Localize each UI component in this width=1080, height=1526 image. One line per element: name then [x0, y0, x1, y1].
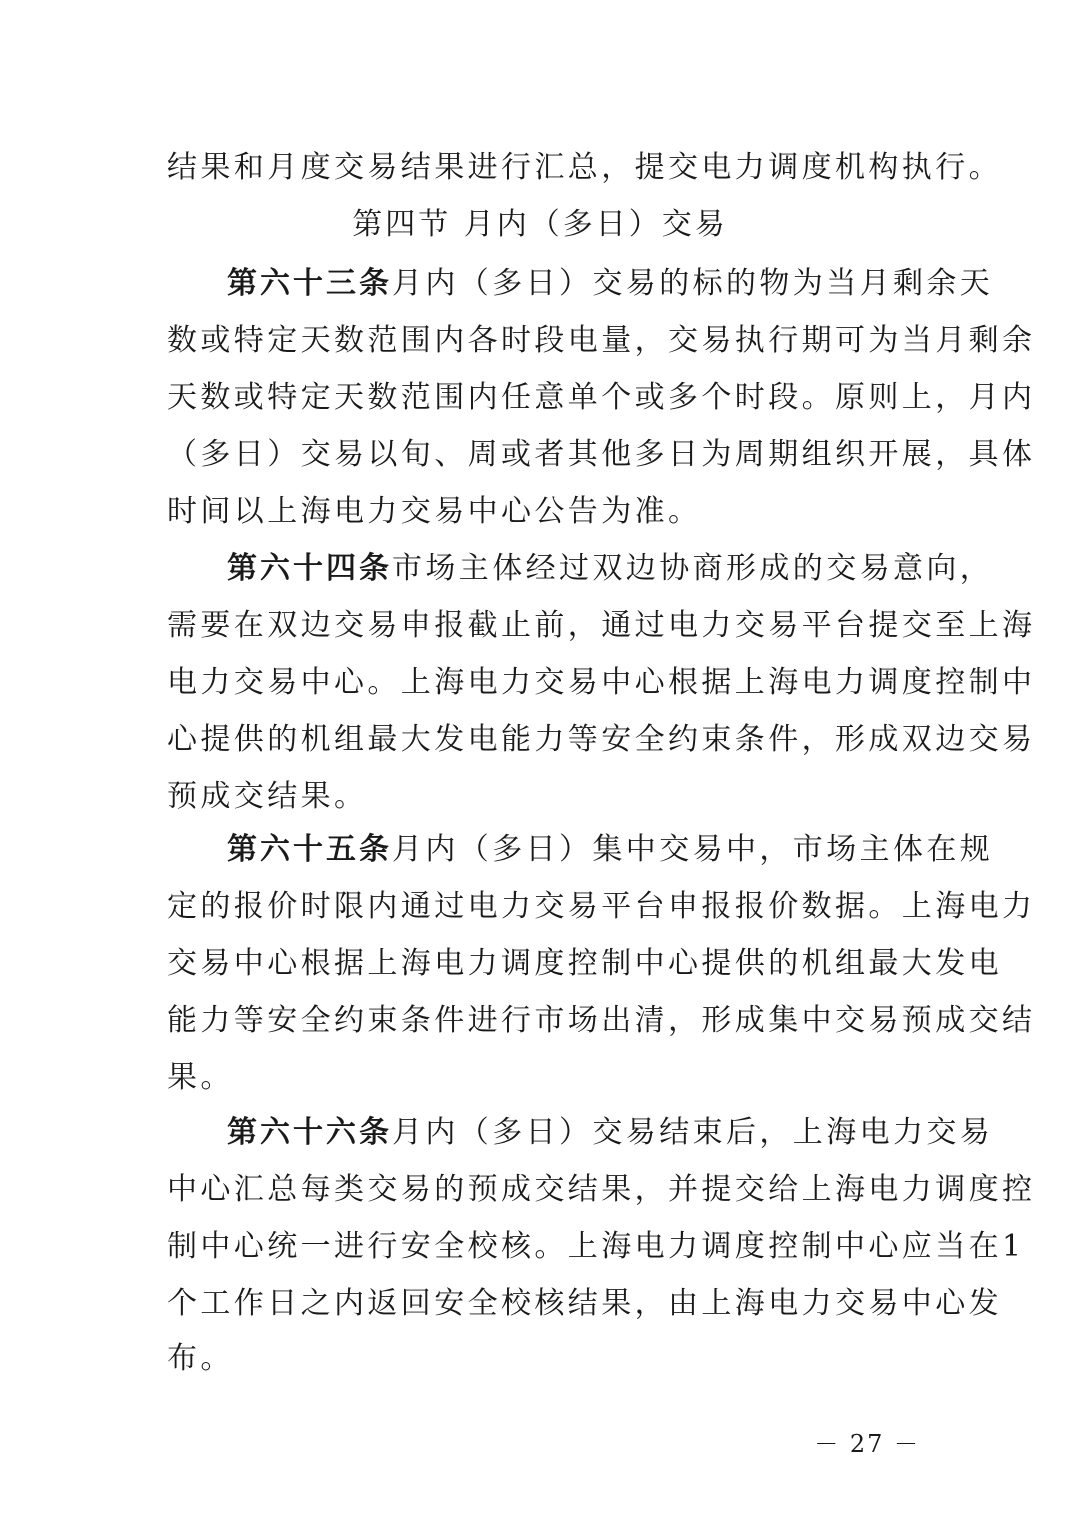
- article-63-line-4: （多日）交易以旬、周或者其他多日为周期组织开展，具体: [167, 437, 1036, 472]
- article-66-line-3: 制中心统一进行安全校核。上海电力调度控制中心应当在1: [167, 1229, 1025, 1264]
- article-65-number: 第六十五条: [227, 832, 392, 867]
- article-66-number: 第六十六条: [227, 1115, 392, 1150]
- article-66-line-2: 中心汇总每类交易的预成交结果，并提交给上海电力调度控: [167, 1172, 1036, 1207]
- carry-over-text: 结果和月度交易结果进行汇总，提交电力调度机构执行。: [167, 150, 1002, 185]
- article-64-first-line: [227, 540, 994, 598]
- article-64-line-1: 市场主体经过双边协商形成的交易意向，: [392, 551, 994, 586]
- article-65-line-1: 月内（多日）集中交易中，市场主体在规: [392, 832, 994, 867]
- article-65-line-3: 交易中心根据上海电力调度控制中心提供的机组最大发电: [167, 946, 1002, 981]
- article-64-line-3: 电力交易中心。上海电力交易中心根据上海电力调度控制中: [167, 665, 1036, 700]
- article-66-line-5: 布。: [167, 1341, 234, 1376]
- article-65-first-line: [227, 821, 994, 879]
- article-64-line-2: 需要在双边交易申报截止前，通过电力交易平台提交至上海: [167, 608, 1036, 643]
- article-63-line-5: 时间以上海电力交易中心公告为准。: [167, 494, 702, 529]
- section-heading: 第四节 月内（多日）交易: [352, 207, 728, 242]
- article-65-line-2: 定的报价时限内通过电力交易平台申报报价数据。上海电力: [167, 889, 1036, 924]
- article-65-line-4: 能力等安全约束条件进行市场出清，形成集中交易预成交结: [167, 1003, 1036, 1038]
- article-64-number: 第六十四条: [227, 551, 392, 586]
- article-66-first-line: [227, 1104, 994, 1162]
- article-66-line-4: 个工作日之内返回安全校核结果，由上海电力交易中心发: [167, 1286, 1002, 1321]
- article-63-number: 第六十三条: [227, 266, 392, 301]
- article-63-first-line: [227, 255, 994, 313]
- article-66-line-1: 月内（多日）交易结束后，上海电力交易: [392, 1115, 994, 1150]
- page-number: － 27 －: [814, 1430, 920, 1458]
- article-65-line-5: 果。: [167, 1060, 234, 1095]
- article-63-line-3: 天数或特定天数范围内任意单个或多个时段。原则上，月内: [167, 380, 1036, 415]
- article-64-line-4: 心提供的机组最大发电能力等安全约束条件，形成双边交易: [167, 722, 1036, 757]
- article-64-line-5: 预成交结果。: [167, 779, 368, 814]
- article-63-line-2: 数或特定天数范围内各时段电量，交易执行期可为当月剩余: [167, 323, 1036, 358]
- article-63-line-1: 月内（多日）交易的标的物为当月剩余天: [392, 266, 994, 301]
